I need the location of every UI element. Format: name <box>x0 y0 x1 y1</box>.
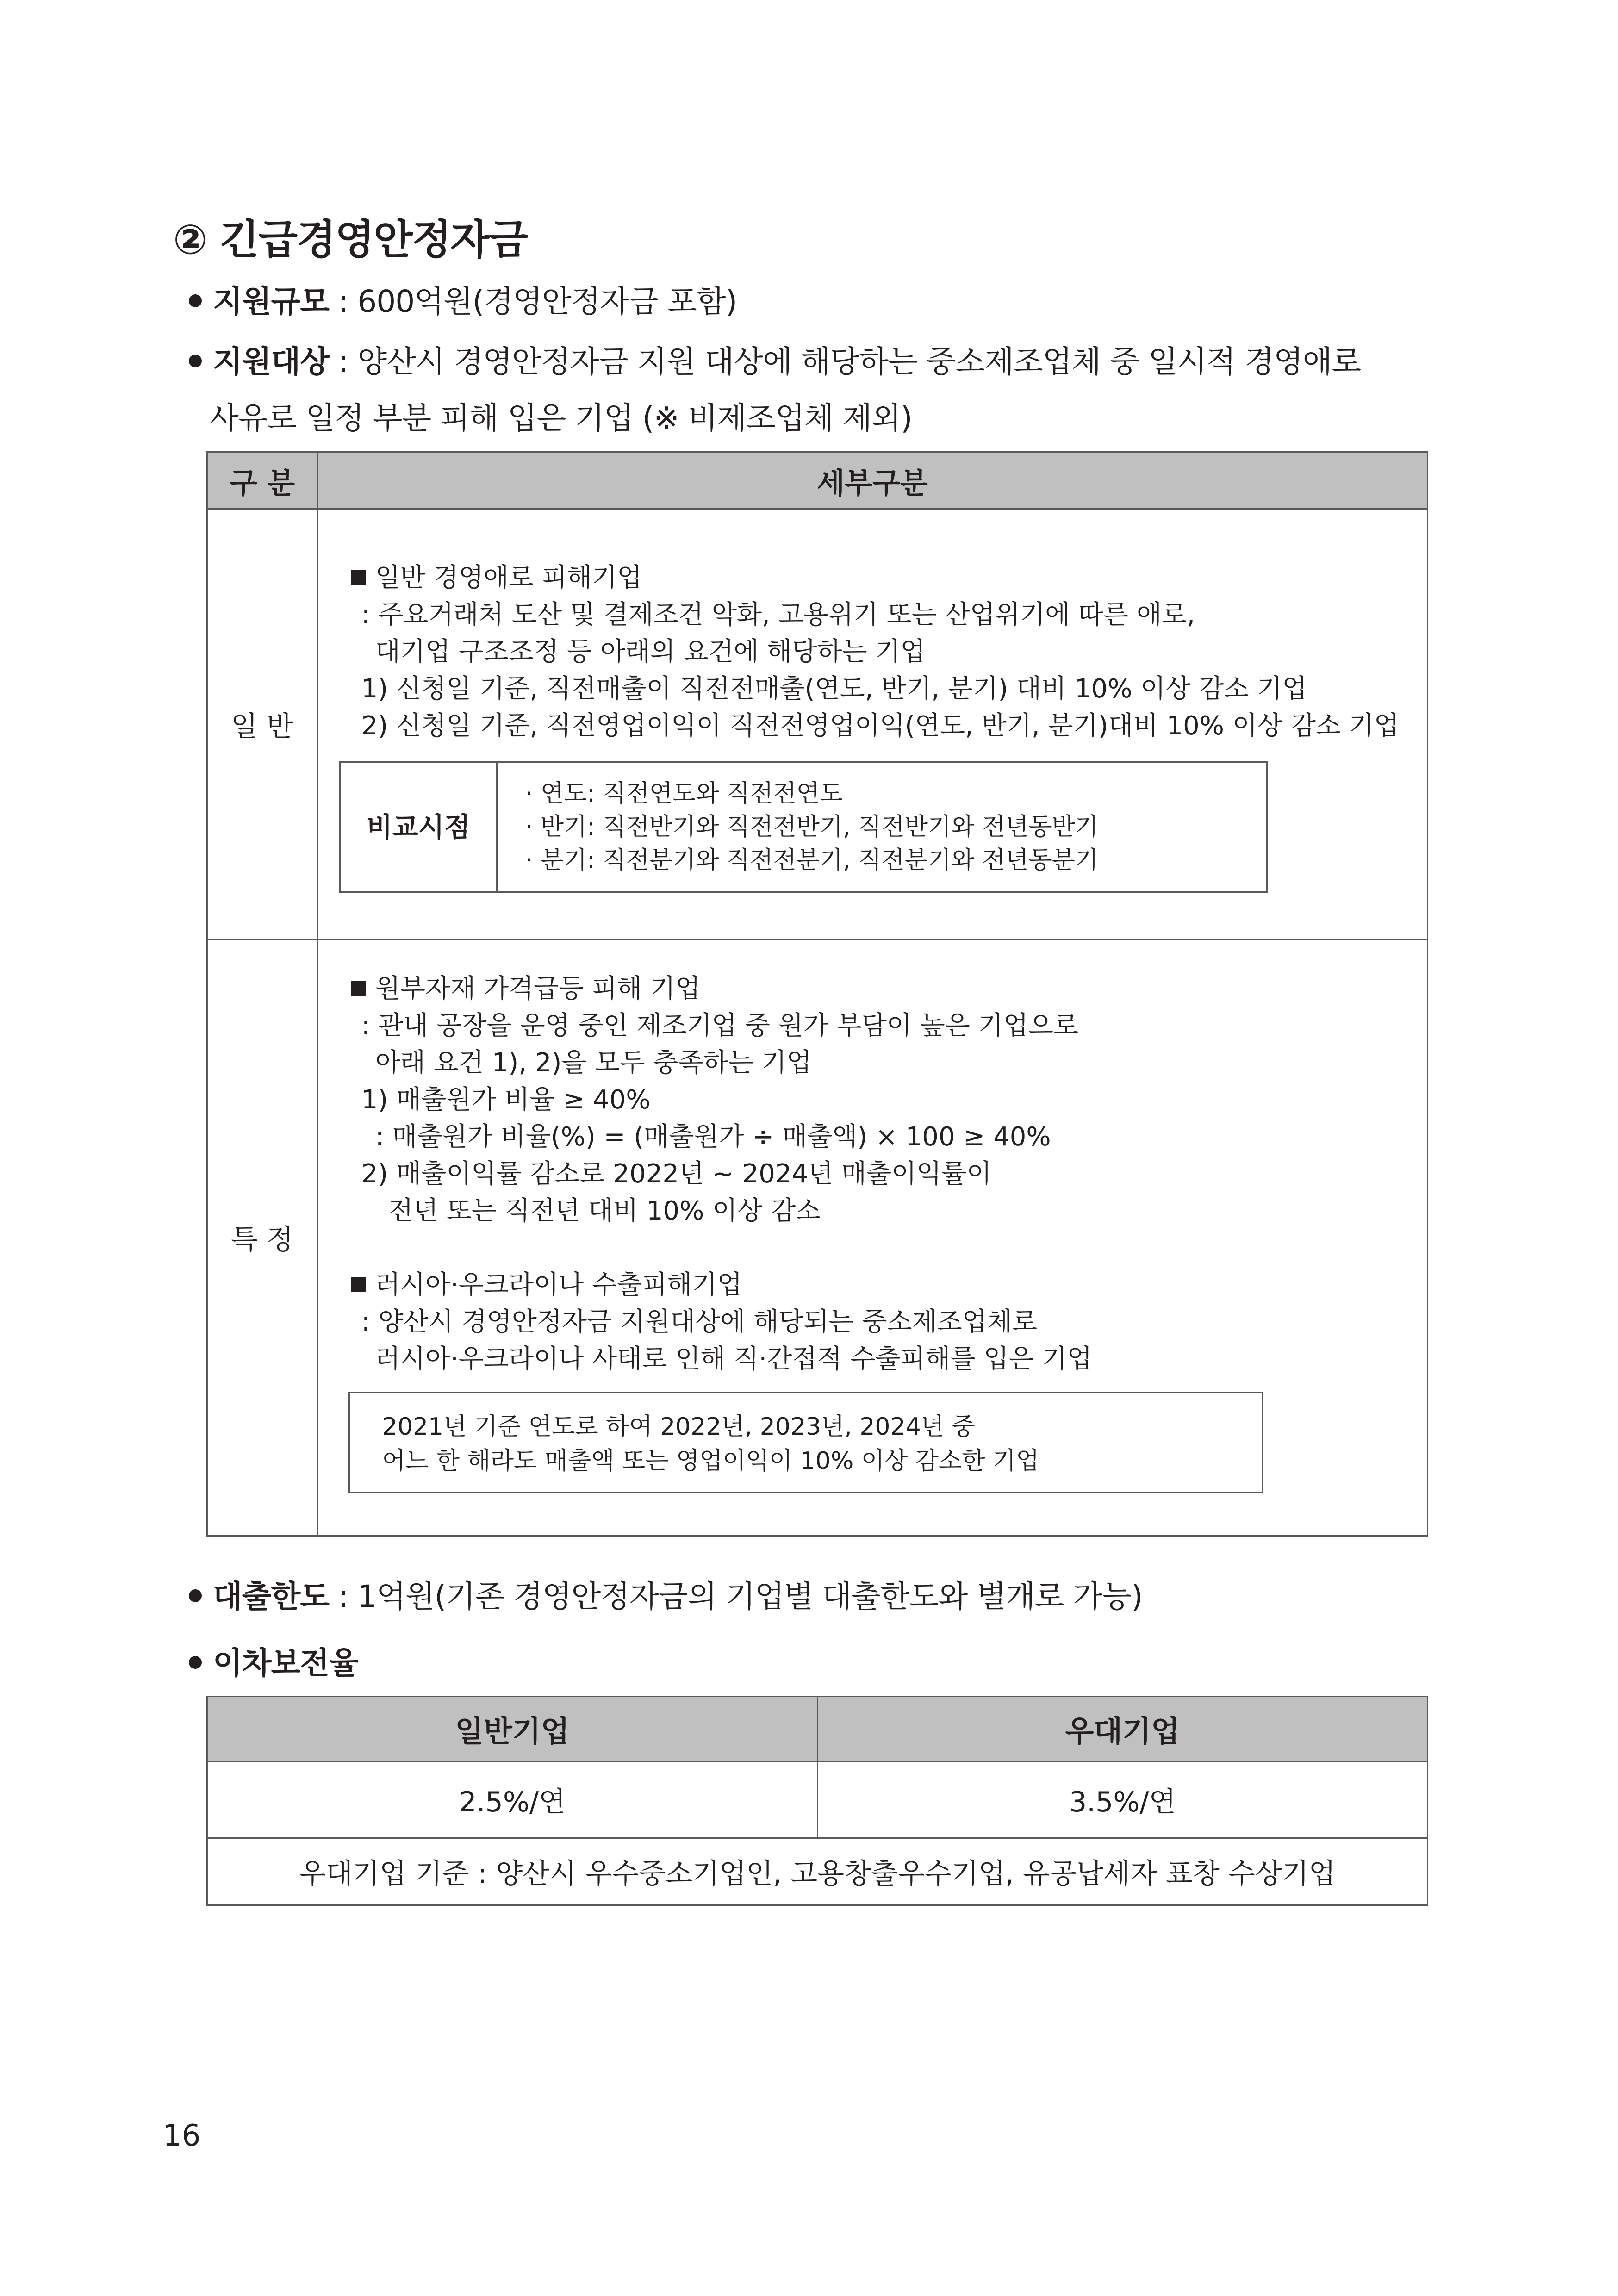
bullet-support-scale <box>189 277 737 321</box>
general-line: 1) 신청일 기준, 직전매출이 직전전매출(연도, 반기, 분기) 대비 10% 이상 감소 기업 <box>361 674 1307 704</box>
bullet-loan-limit <box>189 1572 1143 1616</box>
bullet-dot-icon <box>189 294 202 307</box>
bullet-support-target <box>189 337 1361 381</box>
decline-criteria-box <box>348 1392 1263 1493</box>
detail-general <box>317 509 1427 940</box>
rate-value-general: 2.5%/연 <box>207 1762 818 1838</box>
support-scale-text: : 600억원(경영안정자금 포함) <box>329 284 737 319</box>
special-line: 전년 또는 직전년 대비 10% 이상 감소 <box>388 1196 821 1226</box>
bullet-dot-icon <box>189 1589 202 1602</box>
support-target-continuation: 사유로 일정 부분 피해 입은 기업 (※ 비제조업체 제외) <box>209 400 912 436</box>
square-bullet-icon <box>351 570 366 585</box>
table1-header-detail: 세부구분 <box>317 452 1427 509</box>
compare-item: · 분기: 직전분기와 직전전분기, 직전분기와 전년동분기 <box>525 846 1099 874</box>
compare-item: · 연도: 직전연도와 직전전연도 <box>525 780 843 808</box>
special-line: : 양산시 경영안정자금 지원대상에 해당되는 중소제조업체로 <box>361 1307 1038 1337</box>
square-bullet-icon <box>351 1277 366 1292</box>
rate-header-general: 일반기업 <box>207 1697 818 1762</box>
section-title: ② 긴급경영안정자금 <box>173 216 528 263</box>
loan-limit-label: 대출한도 <box>213 1579 330 1614</box>
category-general: 일 반 <box>207 509 317 940</box>
criteria-line: 어느 한 해라도 매출액 또는 영업이익이 10% 이상 감소한 기업 <box>382 1447 1039 1475</box>
bullet-dot-icon <box>189 355 202 367</box>
table1-header-category: 구 분 <box>207 452 317 509</box>
bullet-interest-rate <box>189 1638 358 1682</box>
compare-period-box <box>339 761 1268 893</box>
special-line: 2) 매출이익률 감소로 2022년 ~ 2024년 매출이익률이 <box>361 1159 992 1189</box>
support-target-table <box>206 451 1428 1537</box>
support-target-text: : 양산시 경영안정자금 지원 대상에 해당하는 중소제조업체 중 일시적 경영애로 <box>329 344 1361 380</box>
special-heading-2: 러시아·우크라이나 수출피해기업 <box>375 1270 742 1300</box>
special-line: : 관내 공장을 운영 중인 제조기업 중 원가 부담이 높은 기업으로 <box>361 1011 1079 1041</box>
compare-values <box>497 762 1267 892</box>
interest-rate-label: 이차보전율 <box>213 1645 358 1681</box>
bullet-dot-icon <box>189 1656 202 1669</box>
rate-header-preferred: 우대기업 <box>817 1697 1428 1762</box>
category-special: 특 정 <box>207 940 317 1536</box>
interest-rate-table <box>206 1696 1428 1906</box>
general-heading: 일반 경영애로 피해기업 <box>375 563 642 593</box>
detail-special <box>317 940 1427 1536</box>
special-line: : 매출원가 비율(%) = (매출원가 ÷ 매출액) × 100 ≥ 40% <box>375 1122 1051 1152</box>
loan-limit-text: : 1억원(기존 경영안정자금의 기업별 대출한도와 별개로 가능) <box>329 1579 1143 1614</box>
general-line: 2) 신청일 기준, 직전영업이익이 직전전영업이익(연도, 반기, 분기)대비 10% 이상 감소 기업 <box>361 711 1399 741</box>
special-line: 아래 요건 1), 2)을 모두 충족하는 기업 <box>375 1048 812 1078</box>
compare-item: · 반기: 직전반기와 직전전반기, 직전반기와 전년동반기 <box>525 813 1099 841</box>
compare-label: 비교시점 <box>340 762 497 892</box>
special-heading-1: 원부자재 가격급등 피해 기업 <box>375 974 701 1004</box>
special-line: 1) 매출원가 비율 ≥ 40% <box>361 1085 651 1115</box>
support-target-label: 지원대상 <box>213 344 330 380</box>
page-number: 16 <box>163 2119 201 2153</box>
preferred-criteria-note: 우대기업 기준 : 양산시 우수중소기업인, 고용창출우수기업, 유공납세자 표창 수상기업 <box>207 1838 1428 1905</box>
general-line: : 주요거래처 도산 및 결제조건 악화, 고용위기 또는 산업위기에 따른 애로, <box>361 600 1195 630</box>
rate-value-preferred: 3.5%/연 <box>817 1762 1428 1838</box>
criteria-line: 2021년 기준 연도로 하여 2022년, 2023년, 2024년 중 <box>382 1413 975 1441</box>
general-line: 대기업 구조조정 등 아래의 요건에 해당하는 기업 <box>375 637 926 667</box>
square-bullet-icon <box>351 981 366 996</box>
support-scale-label: 지원규모 <box>213 284 330 319</box>
special-line: 러시아·우크라이나 사태로 인해 직·간접적 수출피해를 입은 기업 <box>375 1344 1092 1374</box>
